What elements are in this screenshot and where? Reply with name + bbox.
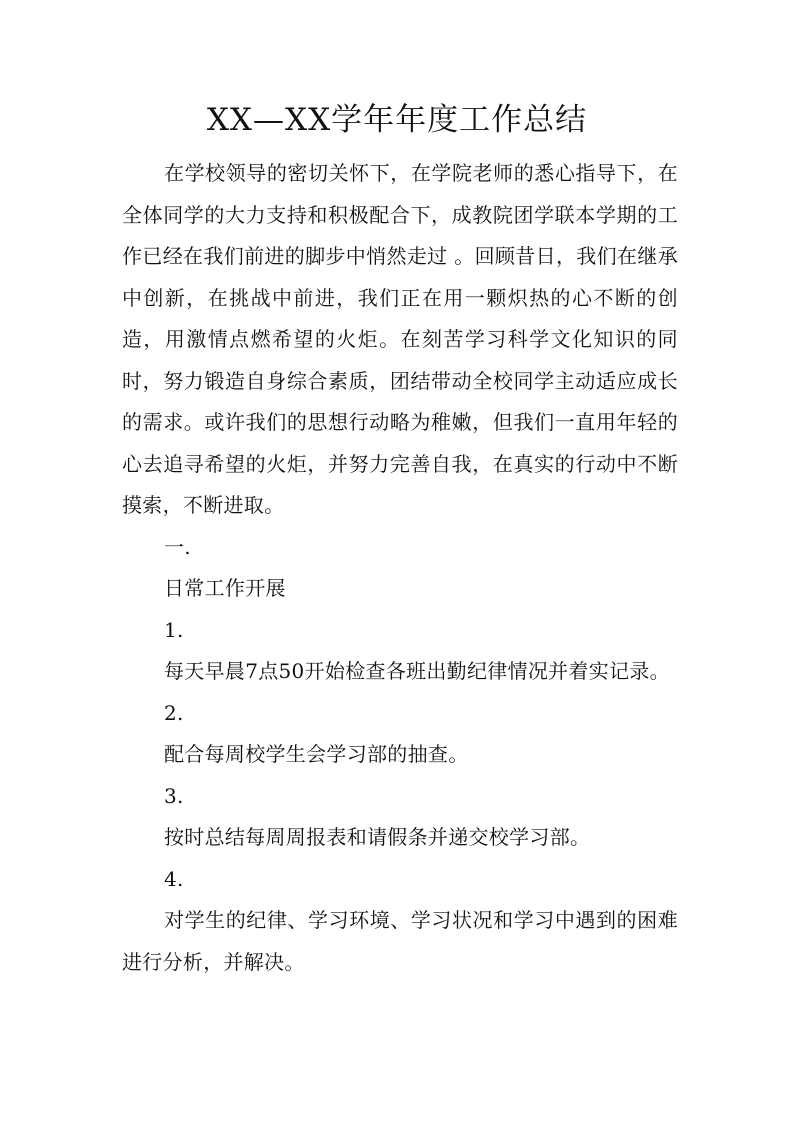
item-text: 每天早晨7点50开始检查各班出勤纪律情况并着实记录。 <box>164 659 670 683</box>
item-text: 配合每周校学生会学习部的抽查。 <box>164 742 469 766</box>
document-body <box>122 153 678 983</box>
item-text: 按时总结每周周报表和请假条并递交校学习部。 <box>164 825 591 849</box>
section-number: 一. <box>164 534 191 559</box>
document-title: XX—XX学年年度工作总结 <box>206 102 588 138</box>
item-text: 对学生的纪律、学习环境、学习状况和学习中遇到的困难进行分析，并解决。 <box>122 908 678 974</box>
item-number: 4. <box>164 866 184 891</box>
item-number: 3. <box>164 783 184 808</box>
item-number: 2. <box>164 700 184 725</box>
section-heading: 日常工作开展 <box>164 576 286 600</box>
intro-paragraph: 在学校领导的密切关怀下，在学院老师的悉心指导下，在全体同学的大力支持和积极配合下，成教院团学联本学期的工作已经在我们前进的脚步中悄然走过 。回顾昔日，我们在继承中创新，在挑战中前进，我们正在用一颗炽热的心不断的创造，用激情点燃希望的火炬。在刻苦学习科学文化知识的同时，努力锻造自身综合素质，团结带动全校同学主动适应成长的需求。或许我们的思想行动略为稚嫩，但我们一直用年轻的心去追寻希望的火炬，并努力完善自我，在真实的行动中不断摸索，不断进取。 <box>122 161 678 517</box>
item-number: 1. <box>164 617 184 642</box>
